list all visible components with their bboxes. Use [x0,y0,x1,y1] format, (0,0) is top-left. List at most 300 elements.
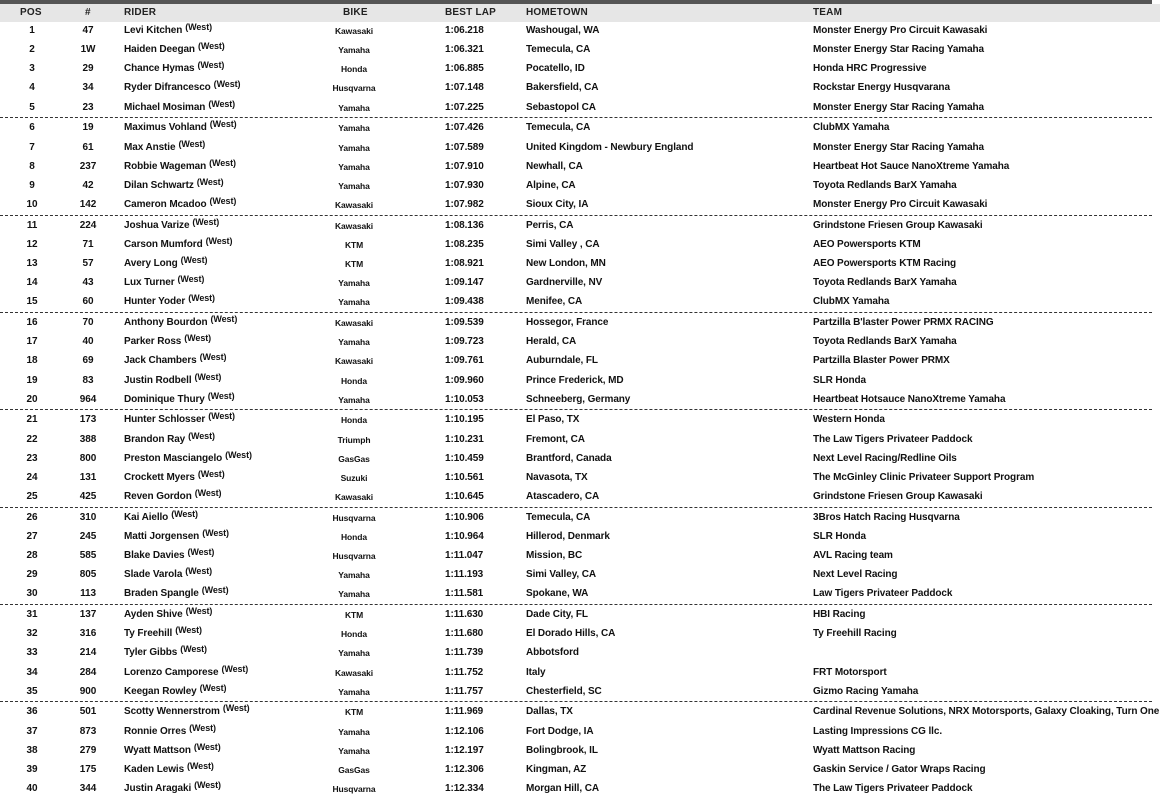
bike-cell: Yamaha [338,394,370,405]
rider-region: (West) [184,333,212,344]
team-cell: Cardinal Revenue Solutions, NRX Motorsports, Galaxy Cloaking, Turn One [813,706,1160,718]
rider-cell [124,390,235,405]
team-cell: Heartbeat Hot Sauce NanoXtreme Yamaha [813,160,1010,172]
hometown-cell: Hillerod, Denmark [526,530,610,542]
table-header [0,4,1160,22]
rider-cell [124,625,202,640]
rider-cell [124,352,227,367]
rider-region: (West) [188,293,215,304]
rider-cell [124,780,221,795]
team-cell: Toyota Redlands BarX Yamaha [813,336,957,348]
number-cell: 344 [79,783,97,795]
table-row [0,217,1167,236]
pos-cell: 23 [26,452,38,464]
best-lap-cell: 1:10.231 [445,433,484,445]
hometown-cell: Herald, CA [526,336,577,348]
team-cell: Rockstar Energy Husqvarana [813,82,950,94]
pos-cell: 13 [26,258,38,269]
rider-cell [124,430,215,445]
hometown-cell: Italy [526,666,546,678]
table-row [0,372,1167,391]
table-row [0,528,1167,547]
number-cell: 173 [79,414,97,426]
table-row [0,139,1167,158]
number-cell: 1W [80,44,96,56]
best-lap-cell: 1:11.581 [445,588,484,600]
bike-cell: Kawasaki [335,26,373,36]
hometown-cell: Chesterfield, SC [526,685,602,697]
table-row [0,314,1167,333]
rider-region: (West) [177,274,205,285]
rider-name: Scotty Wennerstrom [124,706,220,718]
number-cell: 388 [79,433,97,445]
number-cell: 964 [79,393,97,405]
bike-cell: Honda [341,531,367,542]
table-row [0,411,1167,430]
team-cell: SLR Honda [813,530,866,542]
hometown-cell: Temecula, CA [526,511,591,523]
table-row [0,742,1167,761]
rider-cell [124,547,215,562]
number-cell: 40 [82,336,94,348]
best-lap-cell: 1:11.752 [445,666,484,678]
bike-cell: GasGas [338,453,370,464]
rider-name: Anthony Bourdon [124,317,208,329]
bike-cell: Suzuki [340,472,368,483]
rider-name: Hunter Schlosser [124,414,206,426]
table-row [0,99,1167,118]
number-cell: 175 [79,763,97,775]
rider-region: (West) [180,255,208,265]
col-hometown: HOMETOWN [526,7,588,18]
bike-cell: Yamaha [338,45,370,56]
rider-region: (West) [213,79,241,90]
rider-name: Slade Varola [124,569,183,581]
best-lap-cell: 1:09.438 [445,296,484,308]
rider-region: (West) [209,157,236,168]
pos-cell: 4 [29,82,35,94]
pos-cell: 3 [29,63,35,75]
hometown-cell: Fremont, CA [526,433,585,445]
table-row [0,780,1167,799]
pos-cell: 37 [26,725,38,737]
best-lap-cell: 1:10.645 [445,491,484,502]
best-lap-cell: 1:11.193 [445,569,484,581]
team-cell: Western Honda [813,414,885,426]
hometown-cell: Pocatello, ID [526,63,585,75]
pos-cell: 35 [26,685,38,697]
number-cell: 70 [82,317,94,329]
bike-cell: Kawasaki [335,220,373,231]
hometown-cell: Spokane, WA [526,588,589,600]
best-lap-cell: 1:10.195 [445,414,484,426]
rider-name: Carson Mumford [124,238,203,250]
group-divider [0,701,1152,702]
rider-name: Michael Mosiman [124,101,206,113]
rider-name: Parker Ross [124,336,182,348]
team-cell: ClubMX Yamaha [813,122,890,134]
rider-region: (West) [175,625,202,636]
rider-region: (West) [208,98,236,109]
hometown-cell: Mission, BC [526,550,583,562]
rider-region: (West) [192,216,220,227]
rider-region: (West) [199,682,227,693]
pos-cell: 31 [26,609,38,621]
table-row [0,196,1167,215]
rider-cell [124,22,212,36]
rider-region: (West) [201,585,229,596]
table-row [0,255,1167,274]
pos-cell: 7 [29,141,35,153]
table-row [0,625,1167,644]
col-rider: RIDER [124,7,157,18]
rider-region: (West) [188,430,215,441]
rider-cell [124,255,208,269]
rider-region: (West) [193,741,221,752]
group-divider [0,507,1152,508]
hometown-cell: Dallas, TX [526,706,573,718]
pos-cell: 28 [26,550,38,562]
best-lap-cell: 1:08.921 [445,258,484,269]
rider-region: (West) [194,371,222,382]
number-cell: 113 [80,588,96,600]
hometown-cell: Navasota, TX [526,471,588,483]
pos-cell: 29 [26,569,38,581]
best-lap-cell: 1:08.235 [445,238,484,250]
team-cell: Honda HRC Progressive [813,63,927,75]
pos-cell: 27 [26,530,38,542]
bike-cell: Kawasaki [335,356,373,367]
rider-name: Blake Davies [124,550,185,562]
number-cell: 585 [79,550,97,562]
table-row [0,703,1167,722]
number-cell: 71 [82,238,94,250]
rider-region: (West) [210,314,238,325]
team-cell: AEO Powersports KTM [813,238,921,250]
hometown-cell: Menifee, CA [526,296,583,308]
group-divider [0,409,1152,410]
team-cell: Gaskin Service / Gator Wraps Racing [813,763,986,775]
table-row [0,119,1167,138]
rider-cell [124,371,222,386]
team-cell: Gizmo Racing Yamaha [813,685,919,697]
pos-cell: 1 [29,25,35,36]
number-cell: 142 [79,198,97,210]
best-lap-cell: 1:09.761 [445,355,484,367]
rider-region: (West) [205,235,233,246]
hometown-cell: El Dorado Hills, CA [526,628,616,640]
rider-cell [124,41,225,56]
rider-region: (West) [187,760,214,771]
rider-name: Ronnie Orres [124,725,187,737]
rider-name: Chance Hymas [124,63,195,75]
rider-name: Avery Long [124,258,178,269]
rider-region: (West) [185,22,212,32]
bike-cell: Kawasaki [335,492,373,502]
pos-cell: 30 [26,588,38,600]
bike-cell: Honda [341,629,367,640]
hometown-cell: Fort Dodge, IA [526,725,594,737]
rider-name: Ty Freehill [124,628,173,640]
bike-cell: Husqvarna [332,551,376,562]
table-row [0,683,1167,702]
hometown-cell: Simi Valley , CA [526,238,600,250]
pos-cell: 36 [26,706,38,718]
rider-cell [124,79,241,94]
rider-name: Hunter Yoder [124,296,186,308]
pos-cell: 12 [26,238,38,250]
table-row [0,450,1167,469]
rider-cell [124,527,229,542]
pos-cell: 15 [26,296,38,308]
rider-region: (West) [197,41,225,52]
hometown-cell: Schneeberg, Germany [526,393,631,405]
rider-cell [124,722,216,737]
table-row [0,761,1167,780]
bike-cell: Yamaha [338,180,370,191]
best-lap-cell: 1:06.321 [445,44,484,56]
table-row [0,79,1167,98]
pos-cell: 6 [29,122,35,134]
best-lap-cell: 1:07.910 [445,160,484,172]
rider-name: Keegan Rowley [124,685,197,697]
rider-cell [124,682,227,697]
bike-cell: Husqvarna [332,784,376,795]
table-row [0,644,1167,663]
team-cell: Heartbeat Hotsauce NanoXtreme Yamaha [813,393,1006,405]
rider-cell [124,195,237,210]
bike-cell: Yamaha [338,726,370,737]
pos-cell: 2 [29,44,35,56]
bike-cell: Yamaha [338,102,370,113]
best-lap-cell: 1:11.047 [445,550,484,562]
rider-region: (West) [178,138,206,149]
hometown-cell: Temecula, CA [526,44,591,56]
rider-cell [124,274,205,289]
best-lap-cell: 1:11.680 [445,628,484,640]
team-cell: Grindstone Friesen Group Kawasaki [813,219,983,231]
hometown-cell: Dade City, FL [526,609,588,621]
rider-region: (West) [194,780,221,791]
rider-region: (West) [187,547,215,558]
team-cell: AVL Racing team [813,550,893,562]
bike-cell: Honda [341,64,367,75]
hometown-cell: Brantford, Canada [526,452,612,464]
number-cell: 23 [82,101,94,113]
bike-cell: Husqvarna [332,512,376,523]
rider-region: (West) [171,508,198,519]
bike-cell: Yamaha [338,142,370,153]
number-cell: 800 [79,452,97,464]
pos-cell: 20 [26,393,38,405]
hometown-cell: El Paso, TX [526,414,580,426]
number-cell: 214 [79,647,97,659]
pos-cell: 40 [26,783,38,795]
hometown-cell: Simi Valley, CA [526,569,597,581]
hometown-cell: Bolingbrook, IL [526,744,598,756]
number-cell: 137 [79,609,97,621]
team-cell: Monster Energy Star Racing Yamaha [813,141,985,153]
table-row [0,333,1167,352]
bike-cell: KTM [344,259,364,269]
best-lap-cell: 1:10.053 [445,393,484,405]
pos-cell: 11 [26,219,38,231]
hometown-cell: New London, MN [526,258,606,269]
table-row [0,488,1167,507]
table-row [0,509,1167,528]
pos-cell: 17 [26,336,38,348]
team-cell: AEO Powersports KTM Racing [813,258,956,269]
bike-cell: Kawasaki [335,199,373,210]
rider-name: Justin Rodbell [124,374,192,386]
number-cell: 805 [79,569,97,581]
number-cell: 310 [79,511,97,523]
number-cell: 19 [82,122,94,134]
best-lap-cell: 1:06.885 [445,63,484,75]
best-lap-cell: 1:11.969 [445,706,484,718]
bike-cell: Yamaha [338,278,370,289]
bike-cell: Yamaha [338,589,370,600]
pos-cell: 8 [29,160,35,172]
hometown-cell: Morgan Hill, CA [526,783,599,795]
team-cell: Monster Energy Pro Circuit Kawasaki [813,25,988,36]
pos-cell: 38 [26,744,38,756]
team-cell: Next Level Racing/Redline Oils [813,452,957,464]
rider-cell [124,644,207,659]
rider-cell [124,488,222,502]
rider-cell [124,508,198,523]
rider-name: Cameron Mcadoo [124,198,207,210]
rider-name: Wyatt Mattson [124,744,191,756]
number-cell: 69 [82,355,94,367]
rider-name: Tyler Gibbs [124,647,178,659]
table-row [0,274,1167,293]
table-row [0,236,1167,255]
pos-cell: 39 [26,763,38,775]
rider-region: (West) [185,566,213,577]
rider-name: Dilan Schwartz [124,179,194,191]
rider-name: Jack Chambers [124,355,197,367]
number-cell: 425 [79,491,97,502]
rider-name: Justin Aragaki [124,783,192,795]
team-cell: Partzilla Blaster Power PRMX [813,355,950,367]
rider-region: (West) [194,488,222,498]
table-row [0,293,1167,312]
table-row [0,22,1167,41]
rider-region: (West) [197,468,225,479]
team-cell: The Law Tigers Privateer Paddock [813,783,973,795]
table-row [0,391,1167,410]
hometown-cell: Washougal, WA [526,25,600,36]
rider-name: Joshua Varize [124,219,190,231]
col-team: TEAM [813,7,843,18]
team-cell: Toyota Redlands BarX Yamaha [813,179,957,191]
pos-cell: 24 [26,471,38,483]
rider-region: (West) [209,119,237,130]
bike-cell: Honda [341,375,367,386]
number-cell: 61 [82,141,94,153]
pos-cell: 10 [26,198,38,210]
rider-region: (West) [185,606,213,617]
rider-name: Braden Spangle [124,588,199,600]
rider-name: Crockett Myers [124,471,195,483]
best-lap-cell: 1:12.306 [445,763,484,775]
best-lap-cell: 1:06.218 [445,25,484,36]
number-cell: 34 [82,82,94,94]
bike-cell: Honda [341,415,367,426]
rider-name: Maximus Vohland [124,122,207,134]
number-cell: 47 [82,25,94,36]
number-cell: 60 [82,296,94,308]
rider-name: Kai Aiello [124,511,169,523]
rider-cell [124,176,224,191]
rider-cell [124,760,214,775]
team-cell: Toyota Redlands BarX Yamaha [813,277,957,289]
best-lap-cell: 1:12.197 [445,744,484,756]
rider-region: (West) [209,195,237,206]
number-cell: 43 [82,277,94,289]
rider-name: Ayden Shive [124,609,183,621]
rider-region: (West) [196,176,224,187]
bike-cell: Kawasaki [335,667,373,678]
table-row [0,566,1167,585]
number-cell: 316 [79,628,97,640]
bike-cell: KTM [344,239,364,250]
team-cell: 3Bros Hatch Racing Husqvarna [813,511,960,523]
rider-name: Ryder Difrancesco [124,82,211,94]
team-cell: ClubMX Yamaha [813,296,890,308]
number-cell: 57 [82,258,94,269]
number-cell: 900 [79,685,97,697]
hometown-cell: Alpine, CA [526,179,576,191]
pos-cell: 14 [26,277,38,289]
rider-name: Robbie Wageman [124,160,207,172]
bike-cell: KTM [344,610,364,621]
rider-region: (West) [202,527,229,538]
table-row [0,60,1167,79]
bike-cell: Triumph [337,434,371,445]
rider-name: Matti Jorgensen [124,530,200,542]
table-row [0,431,1167,450]
rider-name: Levi Kitchen [124,25,183,36]
group-divider [0,312,1152,313]
bike-cell: Yamaha [338,648,370,659]
team-cell: Lasting Impressions CG llc. [813,725,942,737]
best-lap-cell: 1:11.739 [445,647,484,659]
best-lap-cell: 1:07.982 [445,198,484,210]
number-cell: 29 [82,63,94,75]
rider-region: (West) [197,60,225,71]
table-row [0,606,1167,625]
number-cell: 42 [82,179,94,191]
rider-cell [124,157,236,172]
pos-cell: 5 [29,101,35,113]
rider-name: Dominique Thury [124,393,205,405]
rider-cell [124,468,225,483]
rider-cell [124,703,250,718]
best-lap-cell: 1:07.225 [445,101,484,113]
pos-cell: 22 [26,433,38,445]
best-lap-cell: 1:10.964 [445,530,484,542]
pos-cell: 16 [26,317,38,329]
group-divider [0,117,1152,118]
bike-cell: KTM [344,707,364,718]
rider-name: Kaden Lewis [124,763,185,775]
team-cell: Wyatt Mattson Racing [813,744,916,756]
hometown-cell: Auburndale, FL [526,355,598,367]
hometown-cell: United Kingdom - Newbury England [526,141,694,153]
rider-region: (West) [222,703,250,714]
